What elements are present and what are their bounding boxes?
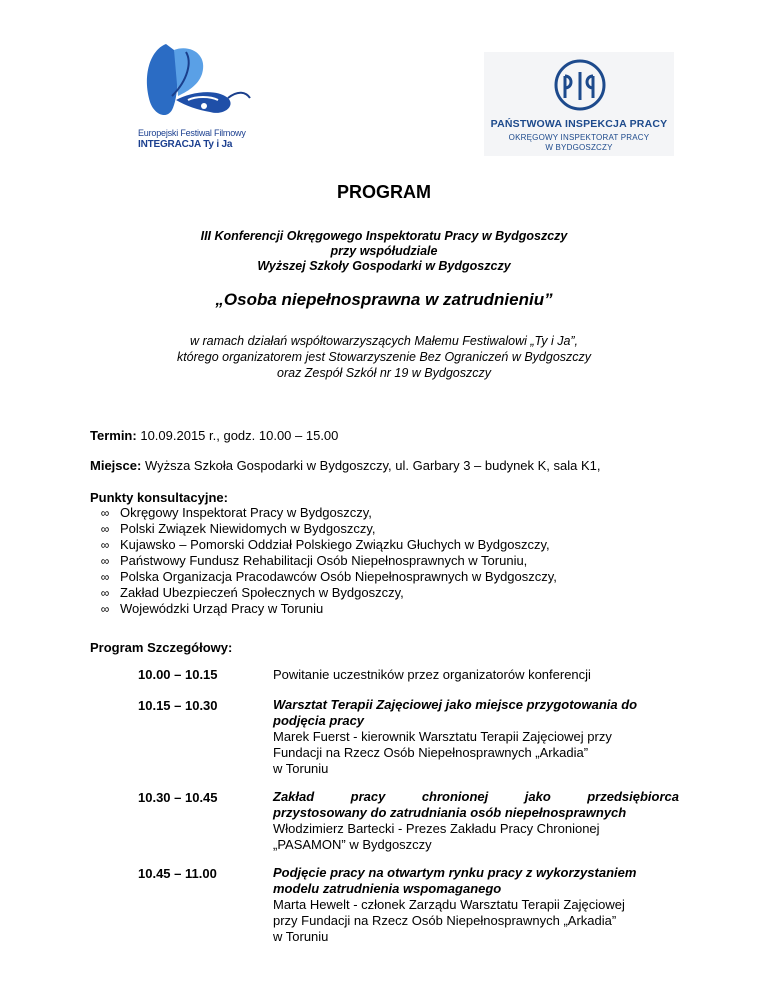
context-line: oraz Zespół Szkół nr 19 w Bydgoszczy bbox=[277, 366, 491, 380]
speaker: w Toruniu bbox=[273, 761, 329, 776]
context-line: w ramach działań współtowarzyszących Małemu Festiwalowi „Ty i Ja”, bbox=[189, 334, 579, 348]
session-time: 10.15 – 10.30 bbox=[138, 698, 218, 713]
session-description bbox=[273, 697, 679, 777]
pip-office: OKRĘGOWY INSPEKTORAT PRACY bbox=[508, 133, 650, 142]
subtitle-line: przy współudziale bbox=[330, 244, 438, 258]
festival-subname: INTEGRACJA Ty i Ja bbox=[138, 139, 233, 150]
session-time: 10.00 – 10.15 bbox=[138, 667, 218, 682]
session-time: 10.30 – 10.45 bbox=[138, 790, 218, 805]
document-title: PROGRAM bbox=[337, 182, 431, 202]
infinity-bullet-icon: ∞ bbox=[100, 554, 110, 568]
list-item: ∞ Polska Organizacja Pracodawców Osób Niepełnosprawnych w Bydgoszczy, bbox=[90, 569, 557, 585]
infinity-bullet-icon: ∞ bbox=[100, 506, 110, 520]
session-description bbox=[273, 789, 679, 853]
session-time: 10.45 – 11.00 bbox=[138, 866, 217, 881]
venue-label: Miejsce: bbox=[90, 458, 142, 473]
speaker: Marek Fuerst - kierownik Warsztatu Terapii Zajęciowej przy bbox=[273, 729, 612, 744]
festival-logo bbox=[128, 40, 268, 160]
list-item: ∞ Zakład Ubezpieczeń Społecznych w Bydgoszczy, bbox=[90, 585, 557, 601]
infinity-bullet-icon: ∞ bbox=[100, 538, 110, 552]
infinity-bullet-icon: ∞ bbox=[100, 522, 110, 536]
subtitle-line: Wyższej Szkoły Gospodarki w Bydgoszczy bbox=[257, 259, 511, 273]
speaker: w Toruniu bbox=[273, 929, 329, 944]
pip-name: PAŃSTWOWA INSPEKCJA PRACY bbox=[490, 118, 668, 130]
date-info bbox=[90, 428, 338, 443]
infinity-bullet-icon: ∞ bbox=[100, 570, 110, 584]
session-description: Powitanie uczestników przez organizatorów konferencji bbox=[273, 667, 591, 682]
speaker: przy Fundacji na Rzecz Osób Niepełnosprawnych „Arkadia” bbox=[273, 913, 617, 928]
session-title: przystosowany do zatrudniania osób niepełnosprawnych bbox=[273, 805, 627, 820]
infinity-bullet-icon: ∞ bbox=[100, 586, 110, 600]
list-item: ∞ Polski Związek Niewidomych w Bydgoszczy, bbox=[90, 521, 557, 537]
pip-city: W BYDGOSZCZY bbox=[545, 143, 613, 152]
date-label: Termin: bbox=[90, 428, 137, 443]
session-title: podjęcia pracy bbox=[273, 713, 365, 728]
infinity-bullet-icon: ∞ bbox=[100, 602, 110, 616]
session-title: Zakład pracy chronionej jako przedsiębiorca bbox=[273, 789, 679, 804]
consultation-points-title: Punkty konsultacyjne: bbox=[90, 490, 228, 505]
speaker: Fundacji na Rzecz Osób Niepełnosprawnych „Arkadia” bbox=[273, 745, 589, 760]
pip-emblem-icon bbox=[553, 58, 607, 112]
context-line: którego organizatorem jest Stowarzyszenie Bez Ograniczeń w Bydgoszczy bbox=[176, 350, 592, 364]
speaker: Włodzimierz Bartecki - Prezes Zakładu Pracy Chronionej bbox=[273, 821, 600, 836]
subtitle-line: III Konferencji Okręgowego Inspektoratu Pracy w Bydgoszczy bbox=[200, 229, 568, 243]
list-item: ∞ Okręgowy Inspektorat Pracy w Bydgoszczy, bbox=[90, 505, 557, 521]
list-item: ∞ Państwowy Fundusz Rehabilitacji Osób Niepełnosprawnych w Toruniu, bbox=[90, 553, 557, 569]
session-description bbox=[273, 865, 679, 945]
list-item: ∞ Kujawsko – Pomorski Oddział Polskiego Związku Głuchych w Bydgoszczy, bbox=[90, 537, 557, 553]
butterfly-icon bbox=[128, 40, 268, 130]
speaker: „PASAMON” w Bydgoszczy bbox=[273, 837, 432, 852]
venue-value: Wyższa Szkoła Gospodarki w Bydgoszczy, ul. Garbary 3 – budynek K, sala K1, bbox=[144, 458, 601, 473]
date-value: 10.09.2015 r., godz. 10.00 – 15.00 bbox=[140, 428, 339, 443]
consultation-points-list bbox=[90, 505, 557, 617]
session-title: Podjęcie pracy na otwartym rynku pracy z wykorzystaniem bbox=[273, 865, 637, 880]
session-title: Warsztat Terapii Zajęciowej jako miejsce przygotowania do bbox=[273, 697, 638, 712]
session-title: modelu zatrudnienia wspomaganego bbox=[273, 881, 502, 896]
program-title: Program Szczegółowy: bbox=[90, 640, 233, 655]
list-item: ∞ Wojewódzki Urząd Pracy w Toruniu bbox=[90, 601, 557, 617]
venue-info bbox=[90, 458, 601, 473]
conference-topic: „Osoba niepełnosprawna w zatrudnieniu” bbox=[215, 290, 553, 309]
speaker: Marta Hewelt - członek Zarządu Warsztatu Terapii Zajęciowej bbox=[273, 897, 625, 912]
festival-name: Europejski Festiwal Filmowy bbox=[138, 128, 246, 138]
pip-logo bbox=[484, 52, 674, 156]
